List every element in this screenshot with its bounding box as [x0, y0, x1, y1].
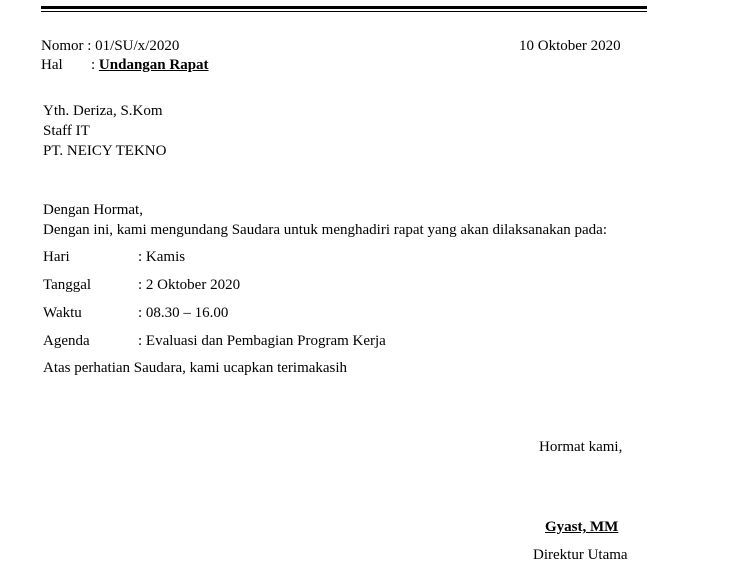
letter-date: 10 Oktober 2020 — [519, 38, 621, 54]
signatory-title: Direktur Utama — [533, 547, 628, 563]
detail-label-waktu: Waktu — [43, 305, 82, 321]
letterhead-rule-thin — [41, 11, 647, 12]
recipient-name: Yth. Deriza, S.Kom — [43, 103, 163, 119]
hal-colon: : — [91, 57, 96, 73]
detail-label-agenda: Agenda — [43, 333, 90, 349]
nomor-line — [41, 37, 179, 55]
recipient-position: Staff IT — [43, 123, 90, 139]
letterhead-rule-thick — [41, 6, 647, 9]
detail-label-hari: Hari — [43, 249, 70, 265]
subject: Undangan Rapat — [98, 57, 209, 73]
detail-value-hari: : Kamis — [138, 249, 186, 265]
closing-sentence: Atas perhatian Saudara, kami ucapkan terimakasih — [43, 360, 348, 376]
detail-value-agenda: : Evaluasi dan Pembagian Program Kerja — [138, 333, 386, 349]
signature-salutation: Hormat kami, — [539, 439, 623, 455]
intro-paragraph: Dengan ini, kami mengundang Saudara untuk menghadiri rapat yang akan dilaksanakan pada: — [43, 222, 607, 238]
recipient-company: PT. NEICY TEKNO — [43, 143, 167, 159]
nomor-label: Nomor — [41, 38, 84, 54]
nomor-value: : 01/SU/x/2020 — [87, 38, 180, 54]
detail-value-waktu: : 08.30 – 16.00 — [138, 305, 229, 321]
hal-line — [91, 56, 209, 74]
detail-value-tanggal: : 2 Oktober 2020 — [138, 277, 241, 293]
greeting: Dengan Hormat, — [43, 202, 143, 218]
detail-label-tanggal: Tanggal — [43, 277, 92, 293]
signatory-name: Gyast, MM — [545, 519, 619, 535]
hal-label: Hal — [41, 57, 63, 73]
